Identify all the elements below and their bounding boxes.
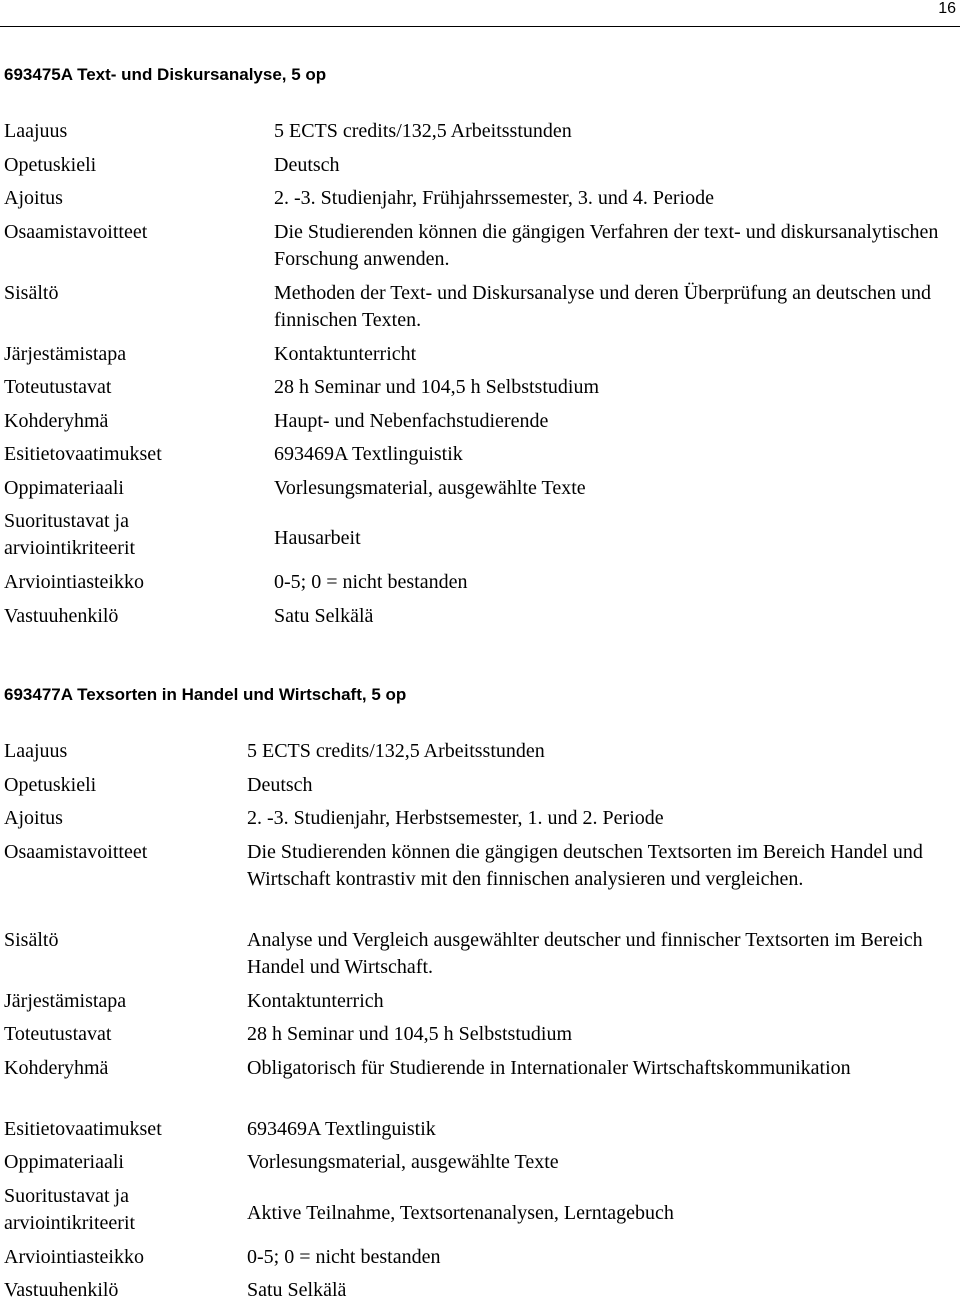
table-row: [4, 219, 954, 280]
table-row: [4, 1116, 954, 1150]
course-section: [4, 684, 954, 1311]
row-label: Esitietovaatimukset: [4, 443, 162, 465]
table-row: [4, 280, 954, 341]
table-row: [4, 738, 954, 772]
row-label: Osaamistavoitteet: [4, 220, 148, 243]
course-section: [4, 64, 954, 636]
table-row: [4, 1055, 954, 1116]
row-value: Vorlesungsmaterial, ausgewählte Texte: [274, 476, 586, 499]
row-label: Oppimateriaali: [4, 1151, 124, 1173]
row-label: Arviointiasteikko: [4, 1245, 144, 1268]
row-label: Opetuskieli: [4, 153, 97, 176]
table-row: [4, 772, 954, 806]
table-row: [4, 1021, 954, 1055]
row-value: Haupt- und Nebenfachstudierende: [274, 409, 549, 432]
row-label: Sisältö: [4, 281, 59, 304]
row-value: Deutsch: [274, 153, 340, 176]
table-row: [4, 185, 954, 219]
row-value: Obligatorisch für Studierende in Internationaler Wirtschaftskommunikation: [247, 1056, 851, 1079]
table-row: [4, 927, 954, 988]
row-value: 693469A Textlinguistik: [247, 1117, 436, 1140]
row-label: Osaamistavoitteet: [4, 840, 148, 863]
row-value: 5 ECTS credits/132,5 Arbeitsstunden: [247, 740, 545, 762]
table-row: [4, 341, 954, 375]
row-label: Suoritustavat ja arviointikriteerit: [4, 510, 136, 559]
table-row: [4, 1277, 954, 1311]
row-label: Toteutustavat: [4, 376, 112, 398]
row-value: 0-5; 0 = nicht bestanden: [274, 571, 468, 593]
row-label: Sisältö: [4, 928, 59, 951]
row-label: Ajoitus: [4, 807, 63, 829]
row-value: Aktive Teilnahme, Textsortenanalysen, Lerntagebuch: [247, 1201, 674, 1224]
row-value: Kontaktunterricht: [274, 342, 417, 365]
row-label: Oppimateriaali: [4, 476, 124, 499]
course-details-table: [4, 738, 954, 1311]
row-value: Deutsch: [247, 773, 313, 796]
row-label: Arviointiasteikko: [4, 571, 144, 593]
course-details-table: [4, 118, 954, 636]
row-value: Methoden der Text- und Diskursanalyse und deren Überprüfung an deutschen und finnischen Texten.: [274, 281, 931, 331]
table-row: [4, 1183, 954, 1244]
page-number: 16: [938, 0, 956, 17]
row-label: Esitietovaatimukset: [4, 1117, 162, 1140]
table-row: [4, 374, 954, 408]
table-row: [4, 1244, 954, 1278]
row-value: Die Studierenden können die gängigen Verfahren der text- und diskursanalytischen Forschung anwenden.: [274, 220, 939, 270]
row-value: Vorlesungsmaterial, ausgewählte Texte: [247, 1151, 559, 1173]
table-row: [4, 839, 954, 927]
course-title: 693475A Text- und Diskursanalyse, 5 op: [4, 65, 327, 84]
table-row: [4, 408, 954, 442]
row-label: Suoritustavat ja arviointikriteerit: [4, 1184, 136, 1234]
row-label: Laajuus: [4, 120, 68, 142]
row-label: Vastuuhenkilö: [4, 1279, 119, 1301]
row-label: Opetuskieli: [4, 773, 97, 796]
row-label: Kohderyhmä: [4, 409, 109, 432]
row-value: Hausarbeit: [274, 527, 361, 549]
row-value: 693469A Textlinguistik: [274, 443, 463, 465]
table-row: [4, 569, 954, 603]
table-row: [4, 441, 954, 475]
table-row: [4, 152, 954, 186]
row-label: Toteutustavat: [4, 1023, 112, 1045]
row-label: Laajuus: [4, 740, 68, 762]
row-value: 28 h Seminar und 104,5 h Selbststudium: [274, 376, 599, 398]
row-value: Satu Selkälä: [247, 1279, 347, 1301]
row-value: Analyse und Vergleich ausgewählter deutscher und finnischer Textsorten im Bereich Handel und Wirtschaft.: [247, 928, 923, 978]
row-label: Järjestämistapa: [4, 342, 127, 365]
row-value: Satu Selkälä: [274, 604, 374, 627]
table-row: [4, 475, 954, 509]
table-row: [4, 508, 954, 569]
table-row: [4, 1149, 954, 1183]
table-row: [4, 988, 954, 1022]
row-value: Kontaktunterrich: [247, 989, 384, 1012]
course-title: 693477A Texsorten in Handel und Wirtschaft, 5 op: [4, 685, 407, 704]
row-label: Kohderyhmä: [4, 1056, 109, 1079]
header-divider: [0, 26, 960, 27]
table-row: [4, 603, 954, 637]
row-value: 2. -3. Studienjahr, Herbstsemester, 1. und 2. Periode: [247, 807, 664, 829]
table-row: [4, 118, 954, 152]
table-row: [4, 805, 954, 839]
row-label: Järjestämistapa: [4, 989, 127, 1012]
row-value: 28 h Seminar und 104,5 h Selbststudium: [247, 1023, 572, 1045]
row-value: 5 ECTS credits/132,5 Arbeitsstunden: [274, 120, 572, 142]
row-label: Vastuuhenkilö: [4, 604, 119, 627]
row-label: Ajoitus: [4, 187, 63, 209]
row-value: 0-5; 0 = nicht bestanden: [247, 1245, 441, 1268]
row-value: 2. -3. Studienjahr, Frühjahrssemester, 3. und 4. Periode: [274, 187, 714, 209]
row-value: Die Studierenden können die gängigen deutschen Textsorten im Bereich Handel und Wirtschaft kontrastiv mit den finnischen analysieren und vergleichen.: [247, 840, 923, 890]
